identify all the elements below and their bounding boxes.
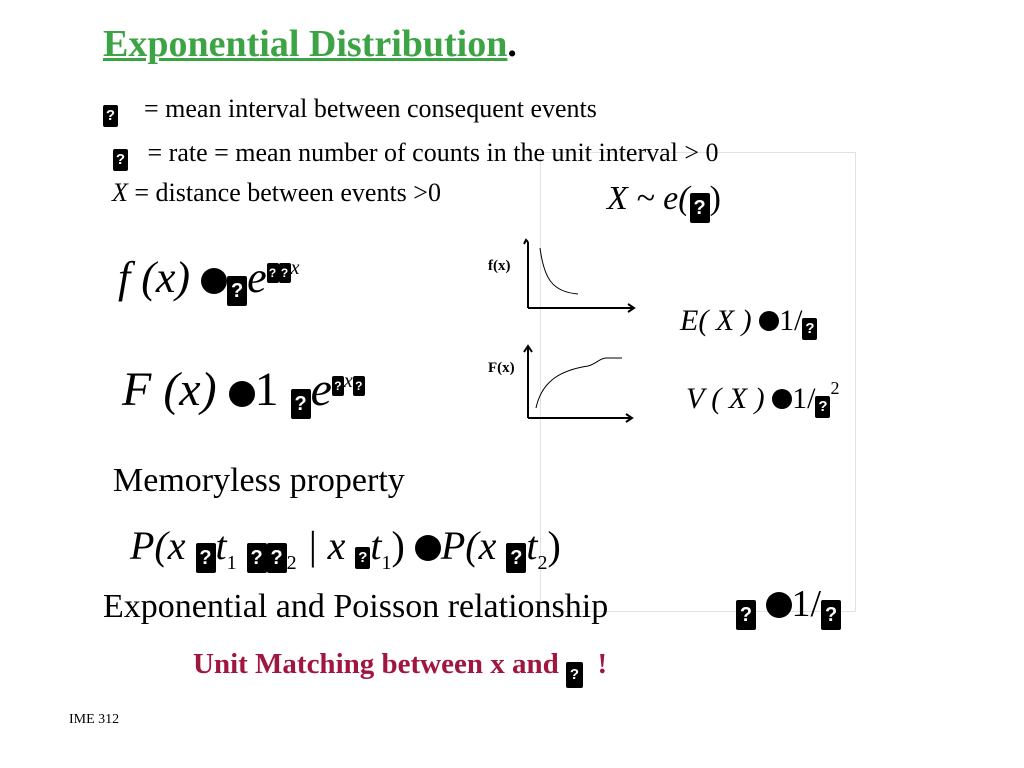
footer-course: IME 312 bbox=[69, 712, 120, 727]
title-link[interactable]: Exponential Distribution bbox=[103, 23, 508, 65]
pdf-plot-label: f(x) bbox=[488, 258, 511, 274]
cdf-e: e bbox=[310, 363, 332, 416]
title-period: . bbox=[507, 23, 517, 65]
slide-title bbox=[103, 22, 517, 66]
missing-glyph-icon: ? bbox=[815, 396, 830, 418]
variance-lhs: V ( X ) bbox=[686, 382, 765, 415]
variance-rhs: 1/ bbox=[792, 382, 816, 415]
equals-glyph-icon bbox=[415, 535, 441, 561]
missing-glyph-icon: ? bbox=[291, 389, 311, 419]
expectation-formula bbox=[680, 304, 817, 340]
missing-glyph-icon: ? bbox=[355, 547, 370, 569]
x-variable: X bbox=[112, 178, 128, 207]
memoryless-lhs-open: P(x bbox=[130, 523, 186, 568]
pdf-e: e bbox=[247, 253, 267, 302]
missing-glyph-icon: ? bbox=[506, 543, 526, 573]
pdf-exponent bbox=[267, 257, 300, 279]
missing-glyph-icon: ? bbox=[103, 105, 118, 127]
variance-formula bbox=[686, 378, 839, 418]
missing-glyph-icon: ? bbox=[196, 543, 216, 573]
equals-glyph-icon bbox=[772, 389, 792, 409]
unit-matching-text: Unit Matching between x and bbox=[193, 648, 559, 680]
equals-glyph-icon bbox=[766, 592, 792, 618]
missing-glyph-icon: ? bbox=[353, 376, 365, 396]
relationship-label: Exponential and Poisson relationship bbox=[103, 588, 609, 625]
missing-glyph-icon: ? bbox=[267, 263, 279, 283]
pdf-curve bbox=[540, 248, 578, 294]
memoryless-formula bbox=[130, 522, 561, 575]
variance-square: 2 bbox=[830, 378, 840, 398]
missing-glyph-icon: ? bbox=[736, 600, 756, 630]
memoryless-rhs-open: P(x bbox=[440, 523, 497, 568]
pdf-sketch bbox=[518, 238, 638, 314]
memoryless-sub1b: 1 bbox=[381, 552, 392, 574]
cdf-sketch bbox=[518, 344, 638, 424]
missing-glyph-icon: ? bbox=[113, 149, 128, 171]
missing-glyph-icon: ? bbox=[802, 318, 817, 340]
memoryless-sub1: 1 bbox=[226, 552, 237, 574]
missing-glyph-icon: ? bbox=[267, 543, 287, 573]
pdf-lhs: f (x) bbox=[118, 253, 191, 302]
cdf-formula bbox=[122, 362, 365, 419]
expectation-lhs: E( X ) bbox=[680, 304, 752, 337]
missing-glyph-icon: ? bbox=[332, 376, 344, 396]
cdf-one: 1 bbox=[254, 363, 279, 416]
rate-definition bbox=[113, 138, 719, 171]
equals-glyph-icon bbox=[201, 268, 227, 294]
equals-glyph-icon bbox=[759, 311, 779, 331]
memoryless-t2: t bbox=[526, 523, 538, 568]
rate-definition-text: = rate = mean number of counts in the unit interval > 0 bbox=[147, 138, 719, 167]
mean-definition bbox=[103, 94, 597, 127]
pdf-exponent-x: x bbox=[290, 257, 300, 279]
equals-glyph-icon bbox=[229, 381, 255, 407]
x-definition-text: = distance between events >0 bbox=[134, 178, 441, 207]
missing-glyph-icon: ? bbox=[821, 600, 841, 630]
relationship-formula bbox=[736, 582, 841, 630]
missing-glyph-icon: ? bbox=[279, 263, 291, 283]
cdf-exponent bbox=[332, 370, 365, 392]
unit-matching-note bbox=[193, 648, 607, 688]
distribution-notation bbox=[607, 180, 721, 223]
memoryless-t1: t bbox=[215, 523, 227, 568]
memoryless-sub2: 2 bbox=[286, 552, 297, 574]
x-definition bbox=[112, 178, 441, 208]
missing-glyph-icon: ? bbox=[566, 662, 583, 688]
cdf-lhs: F (x) bbox=[122, 363, 217, 416]
missing-glyph-icon: ? bbox=[690, 193, 710, 223]
cdf-curve bbox=[536, 358, 622, 408]
distribution-notation-text: X ~ e( bbox=[607, 180, 690, 217]
memoryless-condition: | x bbox=[306, 523, 346, 568]
unit-matching-bang: ! bbox=[597, 648, 608, 680]
missing-glyph-icon: ? bbox=[227, 276, 247, 306]
memoryless-close: ) bbox=[391, 523, 405, 568]
memoryless-t1b: t bbox=[370, 523, 382, 568]
pdf-formula bbox=[118, 252, 299, 306]
cdf-plot-label: F(x) bbox=[488, 360, 515, 376]
expectation-rhs: 1/ bbox=[779, 304, 803, 337]
cdf-exponent-x: x bbox=[343, 370, 353, 392]
memoryless-sub2b: 2 bbox=[537, 552, 548, 574]
memoryless-label: Memoryless property bbox=[113, 462, 405, 499]
mean-definition-text: = mean interval between consequent events bbox=[144, 94, 597, 123]
memoryless-close-2: ) bbox=[547, 523, 561, 568]
missing-glyph-icon: ? bbox=[247, 543, 267, 573]
distribution-notation-close: ) bbox=[709, 180, 721, 217]
relationship-rhs: 1/ bbox=[791, 583, 822, 625]
